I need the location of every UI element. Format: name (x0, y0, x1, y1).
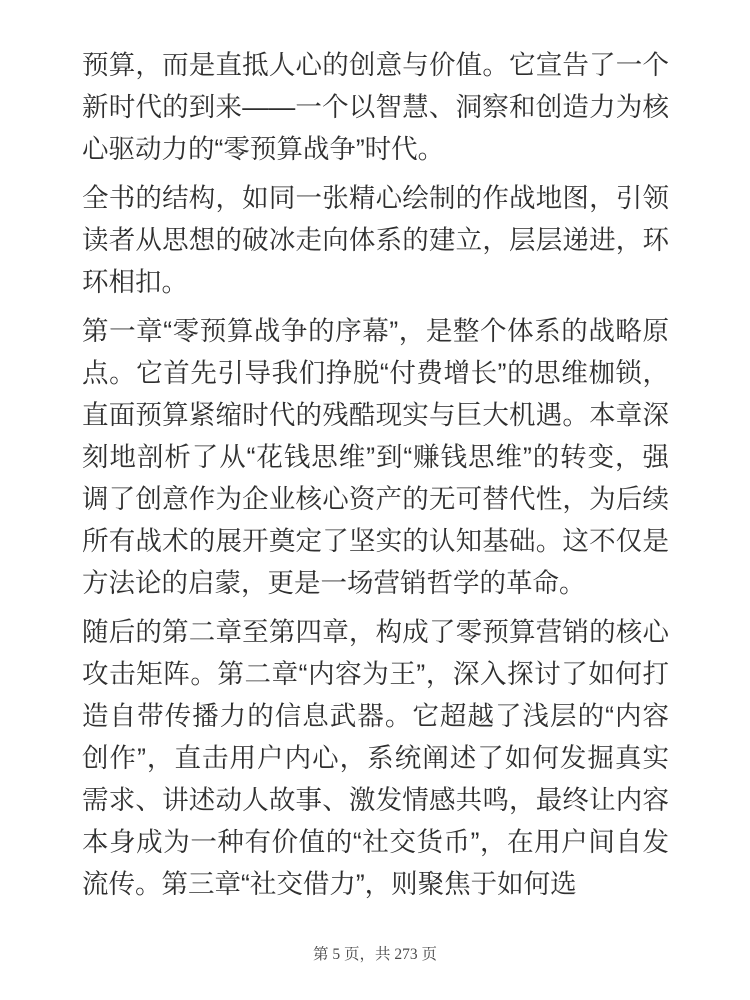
body-paragraph: 第一章“零预算战争的序幕”，是整个体系的战略原点。它首先引导我们挣脱“付费增长”的思维枷锁，直面预算紧缩时代的残酷现实与巨大机遇。本章深刻地剖析了从“花钱思维”到“赚钱思维”的转变，强调了创意作为企业核心资产的无可替代性，为后续所有战术的展开奠定了坚实的认知基础。这不仅是方法论的启蒙，更是一场营销哲学的革命。 (82, 316, 669, 598)
page-number-indicator: 第 5 页，共 273 页 (312, 946, 437, 963)
body-paragraph: 随后的第二章至第四章，构成了零预算营销的核心攻击矩阵。第二章“内容为王”，深入探讨了如何打造自带传播力的信息武器。它超越了浅层的“内容创作”，直击用户内心，系统阐述了如何发掘真实需求、讲述动人故事、激发情感共鸣，最终让内容本身成为一种有价值的“社交货币”，在用户间自发流传。第三章“社交借力”，则聚焦于如何选 (82, 617, 669, 899)
body-paragraph: 全书的结构，如同一张精心绘制的作战地图，引领读者从思想的破冰走向体系的建立，层层递进，环环相扣。 (82, 183, 669, 297)
page-text-block (82, 44, 669, 912)
body-paragraph: 预算，而是直抵人心的创意与价值。它宣告了一个新时代的到来——一个以智慧、洞察和创造力为核心驱动力的“零预算战争”时代。 (82, 50, 669, 164)
